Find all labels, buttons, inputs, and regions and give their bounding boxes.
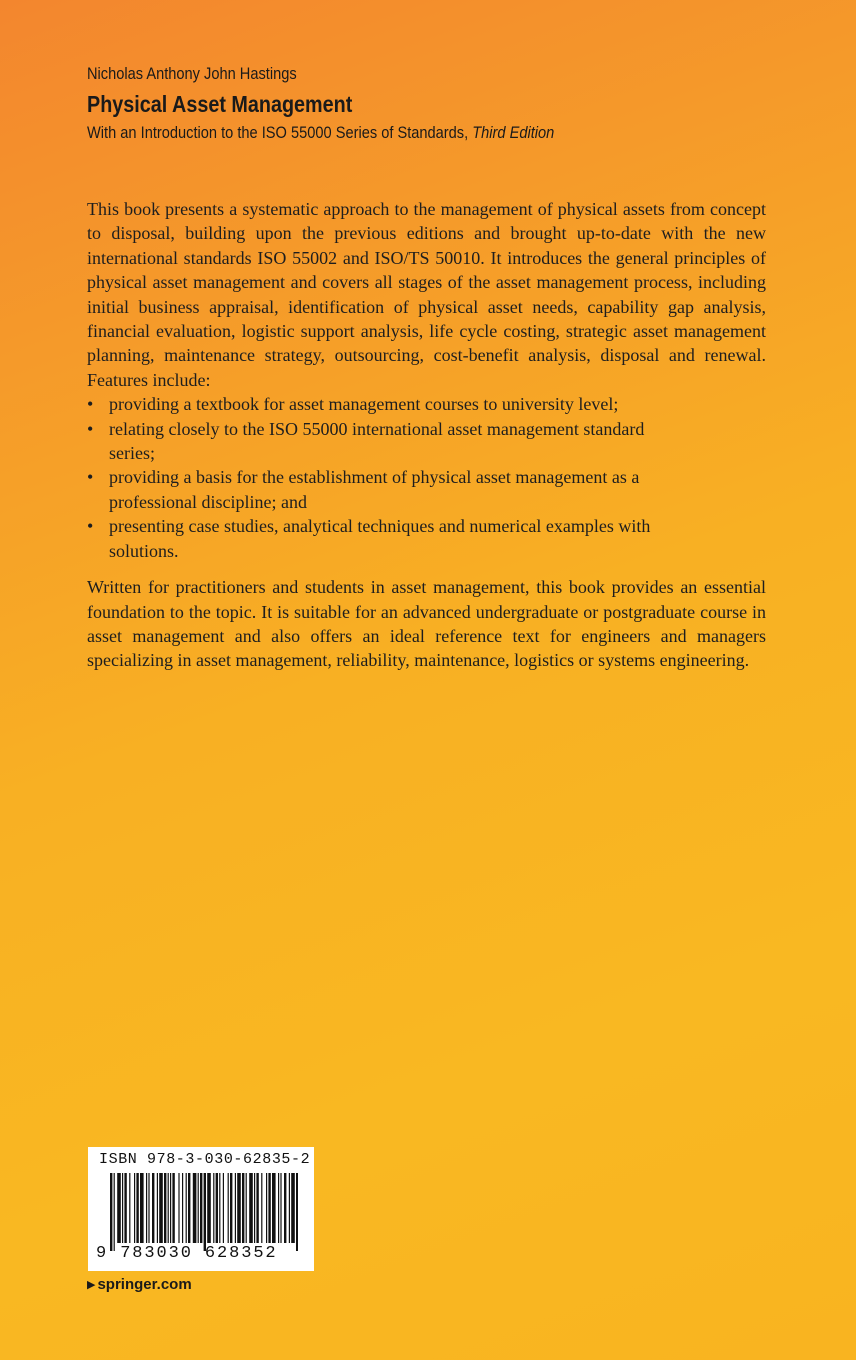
bullet-icon: • xyxy=(87,516,94,537)
barcode-bar xyxy=(219,1173,220,1243)
barcode-bar xyxy=(193,1173,197,1243)
arrow-icon: ▶ xyxy=(87,1279,96,1291)
barcode-bar xyxy=(291,1173,295,1243)
barcode-bar xyxy=(204,1173,206,1251)
barcode-bar xyxy=(254,1173,255,1243)
barcode-bar xyxy=(266,1173,267,1243)
barcode-bar xyxy=(268,1173,270,1243)
feature-item xyxy=(87,392,766,416)
feature-item xyxy=(87,514,766,563)
barcode-bar xyxy=(198,1173,199,1243)
edition-label: Third Edition xyxy=(472,123,555,142)
barcode-bar xyxy=(182,1173,183,1243)
author-name: Nicholas Anthony John Hastings xyxy=(87,64,297,83)
barcode-bar xyxy=(124,1173,126,1243)
barcode-bar xyxy=(164,1173,166,1243)
barcode-bar xyxy=(237,1173,241,1243)
barcode-bar xyxy=(228,1173,229,1243)
barcode-bar xyxy=(230,1173,232,1243)
barcode-bar xyxy=(280,1173,281,1243)
bullet-icon: • xyxy=(87,467,94,488)
barcode-bar xyxy=(152,1173,154,1243)
barcode-bar xyxy=(186,1173,187,1243)
feature-text: presenting case studies, analytical techniques and numerical examples with solutions. xyxy=(109,516,651,561)
publisher-link[interactable] xyxy=(87,1276,192,1293)
isbn-label: ISBN 978-3-030-62835-2 xyxy=(99,1151,311,1168)
description-paragraph-2: Written for practitioners and students in asset management, this book provides an essential foundation to the topic. It is suitable for an advanced undergraduate or postgraduate course in asset management and also offers an ideal reference text for engineers and managers specializing in asset management, reliability, maintenance, logistics or systems engineering. xyxy=(87,577,766,671)
barcode-bar xyxy=(129,1173,130,1243)
barcode-bar xyxy=(261,1173,262,1243)
barcode-bar xyxy=(146,1173,147,1243)
isbn-barcode xyxy=(88,1147,314,1271)
book-subtitle xyxy=(87,121,689,145)
barcode-bar xyxy=(284,1173,286,1243)
barcode-bar xyxy=(249,1173,253,1243)
barcode-bar xyxy=(140,1173,144,1243)
feature-text: providing a basis for the establishment of physical asset management as a professional discipline; and xyxy=(109,467,640,512)
barcode-bar xyxy=(122,1173,123,1243)
barcode-bar xyxy=(246,1173,247,1243)
barcode-bar xyxy=(200,1173,202,1243)
book-title: Physical Asset Management xyxy=(87,91,353,117)
barcode-bar xyxy=(117,1173,121,1243)
barcode-bar xyxy=(134,1173,135,1243)
barcode-bar xyxy=(256,1173,258,1243)
barcode-bar xyxy=(213,1173,214,1243)
barcode-bar xyxy=(157,1173,158,1243)
publisher-site: springer.com xyxy=(97,1276,192,1293)
bullet-icon: • xyxy=(87,394,94,415)
bullet-icon: • xyxy=(87,418,94,439)
book-header xyxy=(87,62,787,145)
barcode-bar xyxy=(207,1173,211,1243)
feature-item xyxy=(87,417,766,466)
barcode-bar xyxy=(114,1173,115,1251)
barcode-bar xyxy=(110,1173,112,1251)
barcode-bar xyxy=(296,1173,298,1251)
barcode-bars xyxy=(110,1173,298,1251)
feature-item xyxy=(87,465,766,514)
barcode-bar xyxy=(172,1173,174,1243)
barcode-bar xyxy=(278,1173,279,1243)
description-paragraph-1: This book presents a systematic approach to the management of physical assets from concept to disposal, building upon the previous editions and brought up-to-date with the new international standards ISO 55002 and ISO/TS 50010. It introduces the general principles of physical asset management and covers all stages of the asset management process, including initial business appraisal, identification of physical asset needs, capability gap analysis, financial evaluation, logistic support analysis, life cycle costing, strategic asset management planning, maintenance strategy, outsourcing, cost-benefit analysis, disposal and renewal. Features include: xyxy=(87,199,766,390)
feature-text: providing a textbook for asset management courses to university level; xyxy=(109,394,619,415)
barcode-bar xyxy=(272,1173,276,1243)
barcode-bar xyxy=(289,1173,290,1243)
barcode-bar xyxy=(148,1173,149,1243)
feature-text: relating closely to the ISO 55000 international asset management standard series; xyxy=(109,418,645,464)
barcode-bar xyxy=(223,1173,224,1243)
barcode-bar xyxy=(216,1173,218,1243)
barcode-bar xyxy=(159,1173,163,1243)
features-list xyxy=(87,392,766,563)
barcode-bar xyxy=(170,1173,171,1243)
isbn-digits: 9 783030 628352 xyxy=(96,1244,278,1263)
barcode-bar xyxy=(235,1173,236,1243)
barcode-bar xyxy=(168,1173,169,1243)
barcode-bar xyxy=(136,1173,138,1243)
barcode-bar xyxy=(242,1173,244,1243)
book-description xyxy=(87,197,766,673)
subtitle-text: With an Introduction to the ISO 55000 Series of Standards, xyxy=(87,123,473,142)
barcode-bar xyxy=(178,1173,179,1243)
barcode-bar xyxy=(188,1173,190,1243)
